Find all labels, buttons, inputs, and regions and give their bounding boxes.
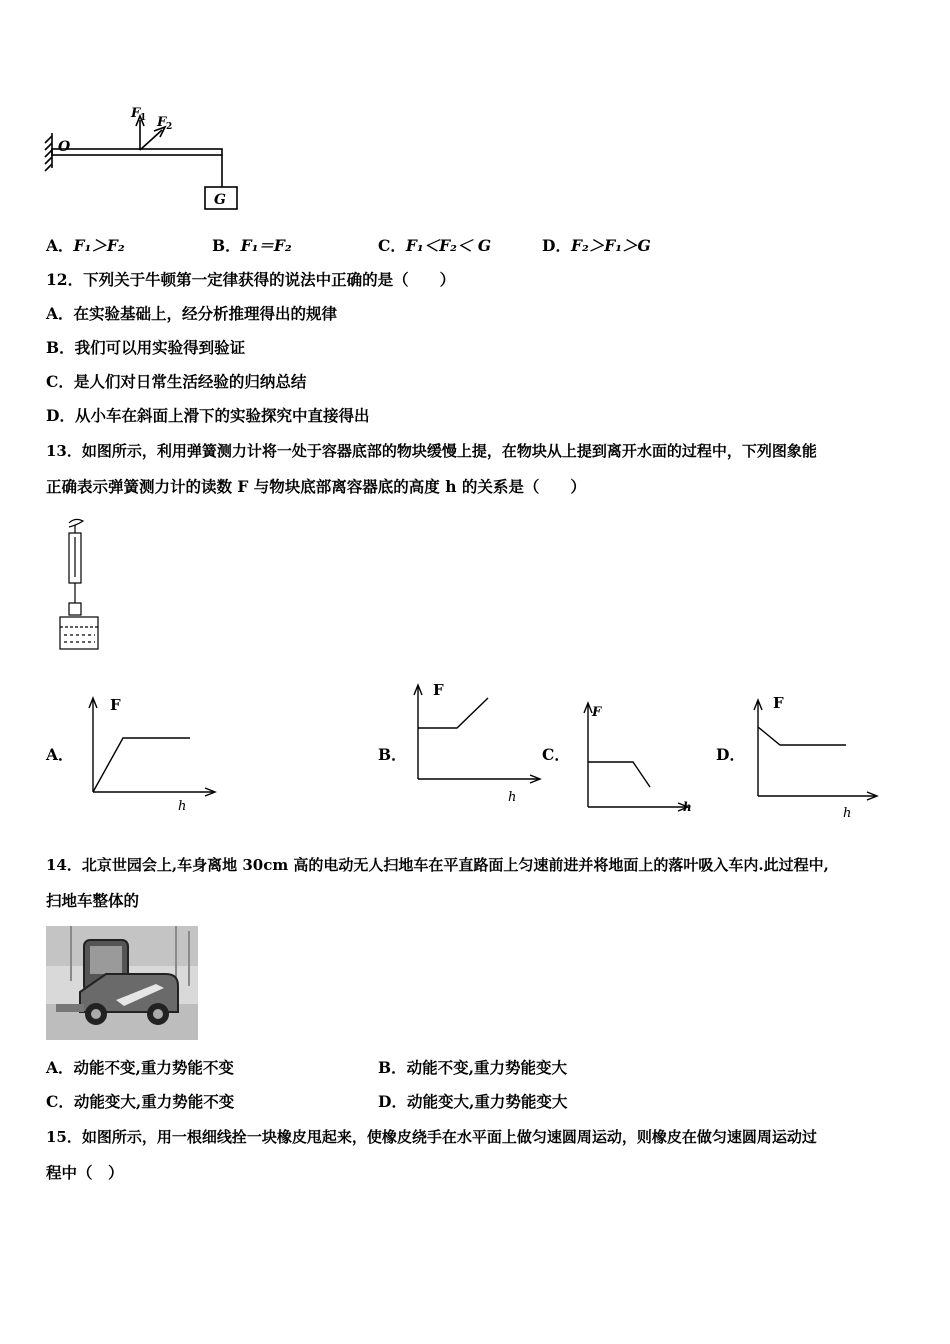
q14-stem-line2: 扫地车整体的 [46, 891, 140, 910]
svg-text:F: F [433, 681, 444, 699]
weight-label: G [214, 192, 226, 208]
street-sweeper-photo [46, 926, 198, 1040]
f1-label: F [131, 106, 141, 121]
q13-option-a[interactable]: A． [46, 745, 74, 764]
svg-text:F: F [110, 696, 121, 714]
lever-diagram [40, 100, 250, 215]
q13-option-b[interactable]: B． [378, 745, 407, 764]
svg-text:h: h [178, 799, 187, 814]
q11-option-a[interactable]: A．F₁＞F₂ [46, 236, 125, 255]
spring-scale-figure [55, 515, 105, 655]
q14-option-b[interactable]: B．动能不变,重力势能变大 [378, 1058, 567, 1077]
q13-stem-line2: 正确表示弹簧测力计的读数 F 与物块底部离容器底的高度 h 的关系是（ ） [46, 477, 586, 496]
q12-option-a[interactable]: A．在实验基础上，经分析推理得出的规律 [46, 304, 338, 323]
svg-text:F: F [773, 694, 784, 712]
q13-graph-c [578, 695, 703, 820]
q14-option-a[interactable]: A．动能不变,重力势能不变 [46, 1058, 234, 1077]
svg-text:h: h [843, 806, 852, 820]
svg-text:h: h [508, 790, 517, 805]
q13-graph-d [745, 690, 880, 820]
q15-stem-line1: 15．如图所示，用一根细线拴一块橡皮甩起来，使橡皮绕手在水平面上做匀速圆周运动，则橡皮在做匀速圆周运动过 [46, 1128, 817, 1146]
pivot-label: O [58, 139, 71, 155]
q12-option-b[interactable]: B．我们可以用实验得到验证 [46, 338, 246, 357]
q13-graph-b [405, 675, 545, 805]
q12-option-d[interactable]: D．从小车在斜面上滑下的实验探究中直接得出 [46, 406, 370, 425]
q14-option-d[interactable]: D．动能变大,重力势能变大 [378, 1092, 568, 1111]
svg-text:h: h [683, 800, 692, 814]
svg-text:2: 2 [166, 122, 173, 132]
q12-option-c[interactable]: C．是人们对日常生活经验的归纳总结 [46, 372, 307, 391]
f2-label: F [157, 115, 167, 130]
q11-option-d[interactable]: D．F₂＞F₁＞G [542, 236, 651, 255]
q13-option-c[interactable]: C． [542, 745, 570, 764]
q11-option-b[interactable]: B．F₁＝F₂ [212, 236, 292, 255]
q13-graph-a [80, 690, 220, 815]
q14-option-c[interactable]: C．动能变大,重力势能不变 [46, 1092, 235, 1111]
q11-option-c[interactable]: C．F₁＜F₂＜ G [378, 236, 492, 255]
q13-option-d[interactable]: D． [716, 745, 745, 764]
q15-stem-line2: 程中（ ） [46, 1163, 124, 1182]
q12-stem: 12．下列关于牛顿第一定律获得的说法中正确的是（ ） [46, 270, 456, 289]
svg-text:1: 1 [140, 113, 147, 123]
q13-stem-line1: 13．如图所示，利用弹簧测力计将一处于容器底部的物块缓慢上提，在物块从上提到离开水面的过程中，下列图象能 [46, 442, 817, 460]
svg-text:F: F [592, 705, 602, 720]
q14-stem-line1: 14．北京世园会上,车身离地 30cm 高的电动无人扫地车在平直路面上匀速前进并将地面上的落叶吸入车内.此过程中, [46, 856, 829, 874]
